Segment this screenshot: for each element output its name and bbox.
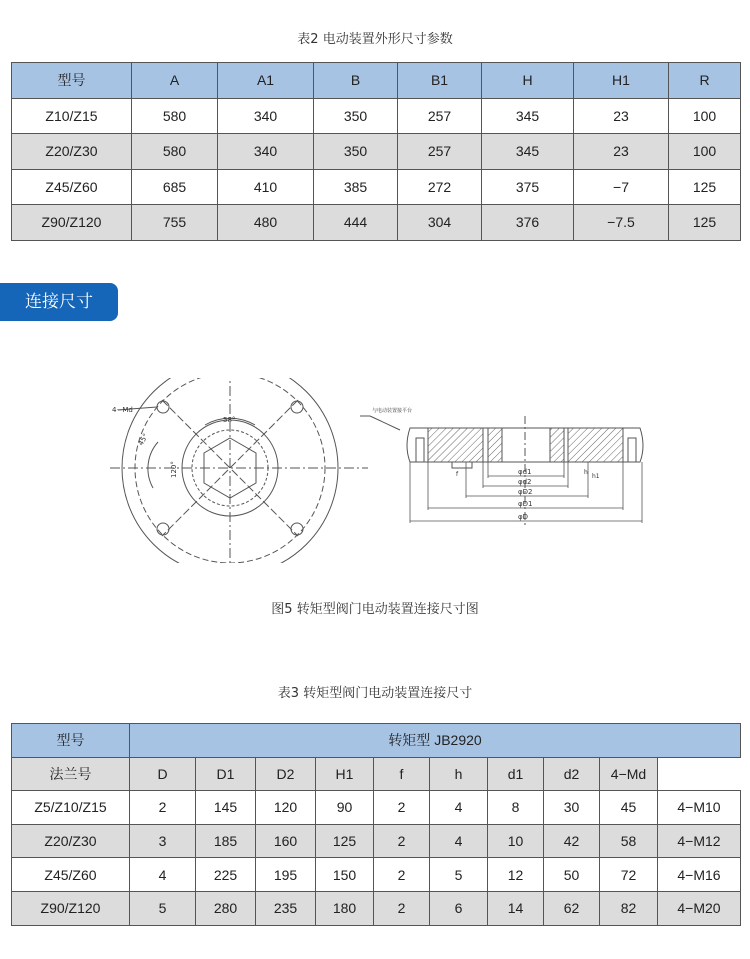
header-cell: 型号 (12, 63, 132, 99)
header-cell: d2 (544, 757, 600, 791)
table-cell: Z10/Z15 (12, 98, 132, 134)
table-cell: 257 (398, 134, 482, 170)
table3-caption: 表3 转矩型阀门电动装置连接尺寸 (277, 686, 473, 701)
connection-dimension-drawing (100, 378, 660, 563)
table-cell: 62 (544, 891, 600, 925)
table-cell: 125 (669, 169, 741, 205)
table-cell: 100 (669, 134, 741, 170)
table-row (12, 134, 741, 170)
header-cell: D1 (196, 757, 256, 791)
table-cell: 180 (316, 891, 374, 925)
table-cell: 350 (314, 98, 398, 134)
table-cell: 304 (398, 205, 482, 241)
table-cell: 50 (544, 858, 600, 892)
table-cell: 150 (316, 858, 374, 892)
angle-120-label: 120° (170, 461, 178, 478)
table-cell: Z90/Z120 (12, 891, 130, 925)
header-cell: h (430, 757, 488, 791)
table-cell: 90 (316, 791, 374, 825)
header-cell: A1 (218, 63, 314, 99)
table-cell: 375 (482, 169, 574, 205)
table2-caption: 表2 电动装置外形尺寸参数 (297, 32, 453, 47)
table-row (12, 891, 741, 925)
table-cell: 45 (600, 791, 658, 825)
header-cell: H (482, 63, 574, 99)
D2-label: φD2 (518, 488, 533, 496)
table-cell: 345 (482, 98, 574, 134)
header-cell: H1 (574, 63, 669, 99)
table-cell: 23 (574, 98, 669, 134)
figure-caption: 图5 转矩型阀门电动装置连接尺寸图 (271, 602, 479, 617)
header-cell: 法兰号 (12, 757, 130, 791)
table-cell: 350 (314, 134, 398, 170)
table-cell: 12 (488, 858, 544, 892)
table-cell: 410 (218, 169, 314, 205)
table-cell: 4 (430, 824, 488, 858)
table-cell: 385 (314, 169, 398, 205)
model-header: 型号 (12, 724, 130, 758)
table3-header-row (12, 757, 741, 791)
table-cell: 755 (132, 205, 218, 241)
table-cell: 5 (130, 891, 196, 925)
table-cell: 444 (314, 205, 398, 241)
f-label: f (456, 471, 459, 478)
table-cell: 340 (218, 98, 314, 134)
table-cell: 4−M10 (658, 791, 741, 825)
angle-58-label: 58° (223, 416, 236, 424)
header-cell: B (314, 63, 398, 99)
table-cell: 185 (196, 824, 256, 858)
table-row (12, 791, 741, 825)
header-cell: D (130, 757, 196, 791)
table-row (12, 205, 741, 241)
md-label: 4−Md (112, 406, 133, 414)
table-cell: 2 (374, 824, 430, 858)
table-cell: −7.5 (574, 205, 669, 241)
table-cell: 4−M20 (658, 891, 741, 925)
header-cell: B1 (398, 63, 482, 99)
header-cell: 4−Md (600, 757, 658, 791)
angle-45-label: 45° (136, 432, 150, 447)
table-cell: 145 (196, 791, 256, 825)
table-cell: 72 (600, 858, 658, 892)
table-cell: 2 (374, 858, 430, 892)
table-cell: Z20/Z30 (12, 134, 132, 170)
table-cell: 580 (132, 134, 218, 170)
table-cell: Z90/Z120 (12, 205, 132, 241)
table-cell: 120 (256, 791, 316, 825)
D1-label: φD1 (518, 500, 533, 508)
D-label: φD (518, 513, 529, 521)
table-cell: 160 (256, 824, 316, 858)
table-cell: 345 (482, 134, 574, 170)
header-cell: d1 (488, 757, 544, 791)
table-cell: 82 (600, 891, 658, 925)
table-cell: Z5/Z10/Z15 (12, 791, 130, 825)
table-cell: Z20/Z30 (12, 824, 130, 858)
table-cell: 3 (130, 824, 196, 858)
table-cell: 14 (488, 891, 544, 925)
table-cell: 30 (544, 791, 600, 825)
table-cell: 272 (398, 169, 482, 205)
table-cell: 480 (218, 205, 314, 241)
table-cell: 5 (430, 858, 488, 892)
table-cell: Z45/Z60 (12, 169, 132, 205)
table-cell: 42 (544, 824, 600, 858)
header-cell: H1 (316, 757, 374, 791)
table-cell: 4−M12 (658, 824, 741, 858)
table2-dimensions (11, 62, 741, 241)
table-row (12, 824, 741, 858)
table-cell: 280 (196, 891, 256, 925)
table-cell: 8 (488, 791, 544, 825)
d2-label: φd2 (518, 478, 532, 486)
table-row (12, 858, 741, 892)
table-cell: 4−M16 (658, 858, 741, 892)
table3-connection (11, 723, 741, 926)
note-label: 与电动装置接平台 (372, 408, 413, 414)
table-row (12, 98, 741, 134)
table-cell: 685 (132, 169, 218, 205)
table-cell: 100 (669, 98, 741, 134)
table-cell: 257 (398, 98, 482, 134)
table-cell: 125 (669, 205, 741, 241)
table-cell: 195 (256, 858, 316, 892)
table-row (12, 169, 741, 205)
d1-label: φd1 (518, 468, 532, 476)
section-title-badge: 连接尺寸 (0, 283, 118, 321)
header-cell: D2 (256, 757, 316, 791)
table-cell: 376 (482, 205, 574, 241)
table-cell: 4 (430, 791, 488, 825)
table-cell: 340 (218, 134, 314, 170)
table-cell: 2 (374, 891, 430, 925)
table-cell: 23 (574, 134, 669, 170)
table-cell: 235 (256, 891, 316, 925)
header-cell: f (374, 757, 430, 791)
table-cell: 580 (132, 98, 218, 134)
table2-header-row (12, 63, 741, 99)
table-cell: 10 (488, 824, 544, 858)
table3-group-row (12, 724, 741, 758)
table-cell: 58 (600, 824, 658, 858)
table-cell: 2 (130, 791, 196, 825)
table-cell: Z45/Z60 (12, 858, 130, 892)
table-cell: 225 (196, 858, 256, 892)
header-cell: R (669, 63, 741, 99)
table-cell: 125 (316, 824, 374, 858)
group-header: 转矩型 JB2920 (130, 724, 741, 758)
table-cell: 6 (430, 891, 488, 925)
table-cell: 4 (130, 858, 196, 892)
table-cell: −7 (574, 169, 669, 205)
table-cell: 2 (374, 791, 430, 825)
header-cell: A (132, 63, 218, 99)
h1-label: h1 (592, 473, 600, 480)
h-label: h (584, 469, 588, 476)
